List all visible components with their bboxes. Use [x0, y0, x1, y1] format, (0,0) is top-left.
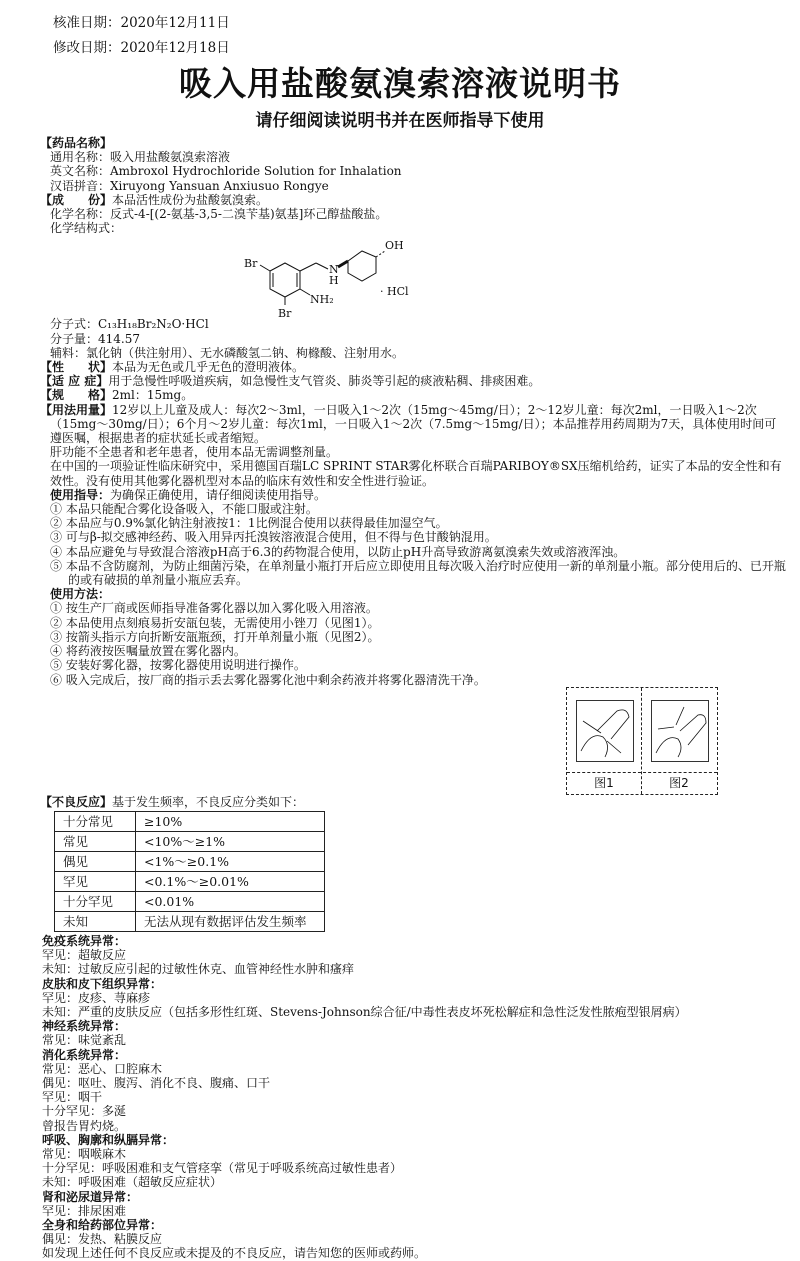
indications-heading: 【适 应 症】: [40, 374, 109, 389]
figure-1-image: [576, 700, 634, 762]
adverse-heading: 【不良反应】: [40, 794, 113, 809]
method-item: ① 按生产厂商或医师指导准备雾化器以加入雾化吸入用溶液。: [50, 601, 378, 616]
approval-date: 核准日期：2020年12月11日: [53, 15, 230, 31]
frequency-row: [55, 891, 325, 911]
ampoule-hand-icon: [577, 701, 633, 761]
dosage-heading: 【用法用量】: [40, 402, 113, 417]
adverse-group-line: 常见：咽喉麻木: [42, 1146, 127, 1161]
clinical-study: 在中国的一项验证性临床研究中，采用德国百瑞LC SPRINT STAR雾化杯联合百瑞PARIBOY®SX压缩机给药，证实了本品的安全性和有效性。没有使用其他雾化器机型对本品的临床有效性和安全性进行验证。: [50, 459, 782, 488]
document-title: 吸入用盐酸氨溴索溶液说明书: [179, 64, 621, 103]
frequency-table: [54, 811, 325, 932]
adverse-group-line: 未知：过敏反应引起的过敏性休克、血管神经性水肿和瘙痒: [42, 962, 355, 977]
dates: [53, 11, 230, 61]
adverse-group-line: 十分罕见：呼吸困难和支气管痉挛（常见于呼吸系统高过敏性患者）: [42, 1161, 403, 1176]
name-heading: 【药品名称】: [40, 136, 113, 150]
adverse-group-line: 未知：呼吸困难（超敏反应症状）: [42, 1175, 223, 1190]
adverse-group-line: 罕见：超敏反应: [42, 948, 127, 963]
structure-diagram: [230, 233, 430, 319]
frequency-row: [55, 871, 325, 891]
adverse-group-title: 神经系统异常：: [42, 1019, 127, 1034]
frequency-range: <10%～≥1%: [136, 831, 325, 851]
structure-h: H: [329, 274, 339, 288]
structure-nh2: NH₂: [310, 293, 334, 307]
document-subtitle: 请仔细阅读说明书并在医师指导下使用: [255, 111, 545, 131]
structure-oh: OH: [385, 239, 404, 253]
adverse-group-title: 全身和给药部位异常：: [42, 1217, 163, 1232]
guidance-item: ④ 本品应避免与导致混合溶液pH高于6.3的药物混合使用，以防止pH升高导致游离氨溴索失效或溶液浑浊。: [50, 544, 626, 559]
method-heading: 使用方法：: [50, 587, 111, 602]
figure-1-caption: 图1: [594, 775, 614, 790]
frequency-category: 常见: [55, 831, 136, 851]
structure-br-bottom: Br: [278, 307, 292, 320]
structure-hcl: · HCl: [380, 285, 409, 299]
frequency-row: [55, 831, 325, 851]
adverse-group-title: 免疫系统异常：: [42, 933, 127, 948]
frequency-category: 罕见: [55, 871, 136, 891]
ampoule-figures: [566, 687, 718, 795]
guidance-item: ② 本品应与0.9%氯化钠注射液按1：1比例混合使用以获得最佳加湿空气。: [50, 516, 448, 531]
adverse-footer: 如发现上述任何不良反应或未提及的不良反应，请告知您的医师或药师。: [42, 1246, 427, 1261]
frequency-row: [55, 811, 325, 831]
method-item: ② 本品使用点刻痕易折安瓿包装，无需使用小锉刀（见图1）。: [50, 615, 380, 630]
frequency-category: 十分常见: [55, 811, 136, 831]
adverse-group-line: 偶见：发热、粘膜反应: [42, 1232, 163, 1247]
adverse-group-line: 罕见：皮疹、荨麻疹: [42, 990, 151, 1005]
frequency-range: ≥10%: [136, 811, 325, 831]
adverse-intro: 基于发生频率，不良反应分类如下：: [112, 794, 305, 809]
ampoule-break-icon: [652, 701, 708, 761]
properties-text: 本品为无色或几乎无色的澄明液体。: [112, 360, 305, 375]
guidance-item: ① 本品只能配合雾化设备吸入，不能口服或注射。: [50, 502, 318, 517]
frequency-row: [55, 911, 325, 931]
properties-heading: 【性 状】: [40, 360, 113, 375]
method-item: ④ 将药液按医嘱量放置在雾化器内。: [50, 644, 246, 659]
adverse-group-line: 常见：味觉紊乱: [42, 1033, 127, 1048]
adverse-group-line: 偶见：呕吐、腹泻、消化不良、腹痛、口干: [42, 1075, 271, 1090]
structure-br-top: Br: [244, 257, 258, 271]
frequency-category: 偶见: [55, 851, 136, 871]
method-section: [40, 587, 788, 794]
structure-label: 化学结构式：: [50, 221, 123, 236]
figure-2-caption: 图2: [669, 775, 689, 790]
adverse-group-title: 呼吸、胸廓和纵膈异常：: [42, 1132, 175, 1147]
adverse-group-line: 罕见：咽干: [42, 1090, 103, 1105]
composition-heading: 【成 份】: [40, 192, 113, 207]
adverse-group-line: 曾报告胃灼烧。: [42, 1118, 127, 1133]
adverse-group-title: 皮肤和皮下组织异常：: [42, 976, 163, 991]
frequency-category: 未知: [55, 911, 136, 931]
indications-text: 用于急慢性呼吸道疾病，如急慢性支气管炎、肺炎等引起的痰液粘稠、排痰困难。: [108, 374, 541, 389]
adverse-group-line: 十分罕见：多涎: [42, 1104, 127, 1119]
leaflet-body: [40, 136, 788, 1261]
composition-text: 本品活性成份为盐酸氨溴索。: [112, 192, 269, 207]
method-item: ③ 按箭头指示方向折断安瓿瓶颈，打开单剂量小瓶（见图2）。: [50, 629, 380, 644]
adverse-group-title: 肾和泌尿道异常：: [42, 1189, 139, 1204]
frequency-range: <0.1%～≥0.01%: [136, 871, 325, 891]
generic-name: 通用名称：吸入用盐酸氨溴索溶液: [50, 150, 231, 165]
adverse-group-title: 消化系统异常：: [42, 1047, 127, 1062]
liver-note: 肝功能不全患者和老年患者，使用本品无需调整剂量。: [50, 445, 339, 460]
molecular-formula: 分子式：C₁₃H₁₈Br₂N₂O·HCl: [50, 317, 209, 332]
molecular-weight: 分子量：414.57: [50, 331, 140, 346]
frequency-range: 无法从现有数据评估发生频率: [136, 911, 325, 931]
pinyin-name: 汉语拼音：Xiruyong Yansuan Anxiusuo Rongye: [50, 178, 329, 193]
adverse-group-line: 未知：严重的皮肤反应（包括多形性红斑、Stevens-Johnson综合征/中毒性表皮坏死松解症和急性泛发性脓疱型银屑病）: [42, 1004, 687, 1019]
guidance-item: ⑤ 本品不含防腐剂，为防止细菌污染，在单剂量小瓶打开后应立即使用且每次吸入治疗时应使用一新的单剂量小瓶。部分使用后的、已开瓶的或有破损的单剂量小瓶应丢弃。: [50, 558, 786, 588]
guidance-item: ③ 可与β-拟交感神经药、吸入用异丙托溴铵溶液混合使用，但不得与色甘酸钠混用。: [50, 530, 497, 545]
frequency-row: [55, 851, 325, 871]
method-item: ⑤ 安装好雾化器，按雾化器使用说明进行操作。: [50, 658, 306, 673]
specification-heading: 【规 格】: [40, 388, 113, 403]
figure-2-image: [651, 700, 709, 762]
frequency-range: <0.01%: [136, 891, 325, 911]
adverse-group-line: 常见：恶心、口腔麻木: [42, 1061, 163, 1076]
frequency-range: <1%～≥0.1%: [136, 851, 325, 871]
dosage-text: 12岁以上儿童及成人：每次2～3ml，一日吸入1～2次（15mg～45mg/日）；2～12岁儿童：每次2ml，一日吸入1～2次（15mg～30mg/日）；6个月～2岁儿童：每次1ml，一日吸入1～2次（7.5mg～15mg/日）；本品推荐用药周期为7天，具体使用时间可遵医嘱，根据患者的症状延长或者缩短。: [50, 402, 777, 446]
adverse-group-line: 罕见：排尿困难: [42, 1203, 127, 1218]
excipients: 辅料：氯化钠（供注射用）、无水磷酸氢二钠、枸橼酸、注射用水。: [50, 345, 405, 360]
revision-date: 修改日期：2020年12月18日: [53, 40, 230, 56]
specification-text: 2ml：15mg。: [112, 388, 194, 403]
frequency-category: 十分罕见: [55, 891, 136, 911]
english-name: 英文名称：Ambroxol Hydrochloride Solution for Inhalation: [50, 164, 402, 179]
chemical-structure: [40, 235, 788, 320]
adverse-reactions-list: [40, 934, 788, 1261]
guidance-intro: 为确保正确使用，请仔细阅读使用指导。: [110, 487, 327, 502]
chemical-name: 化学名称：反式-4-[(2-氨基-3,5-二溴苄基)氨基]环己醇盐酸盐。: [50, 207, 388, 222]
method-item: ⑥ 吸入完成后，按厂商的指示丢去雾化器雾化池中剩余药液并将雾化器清洗干净。: [50, 672, 486, 687]
guidance-heading: 使用指导：: [50, 487, 111, 502]
structure-n: N: [329, 263, 339, 277]
